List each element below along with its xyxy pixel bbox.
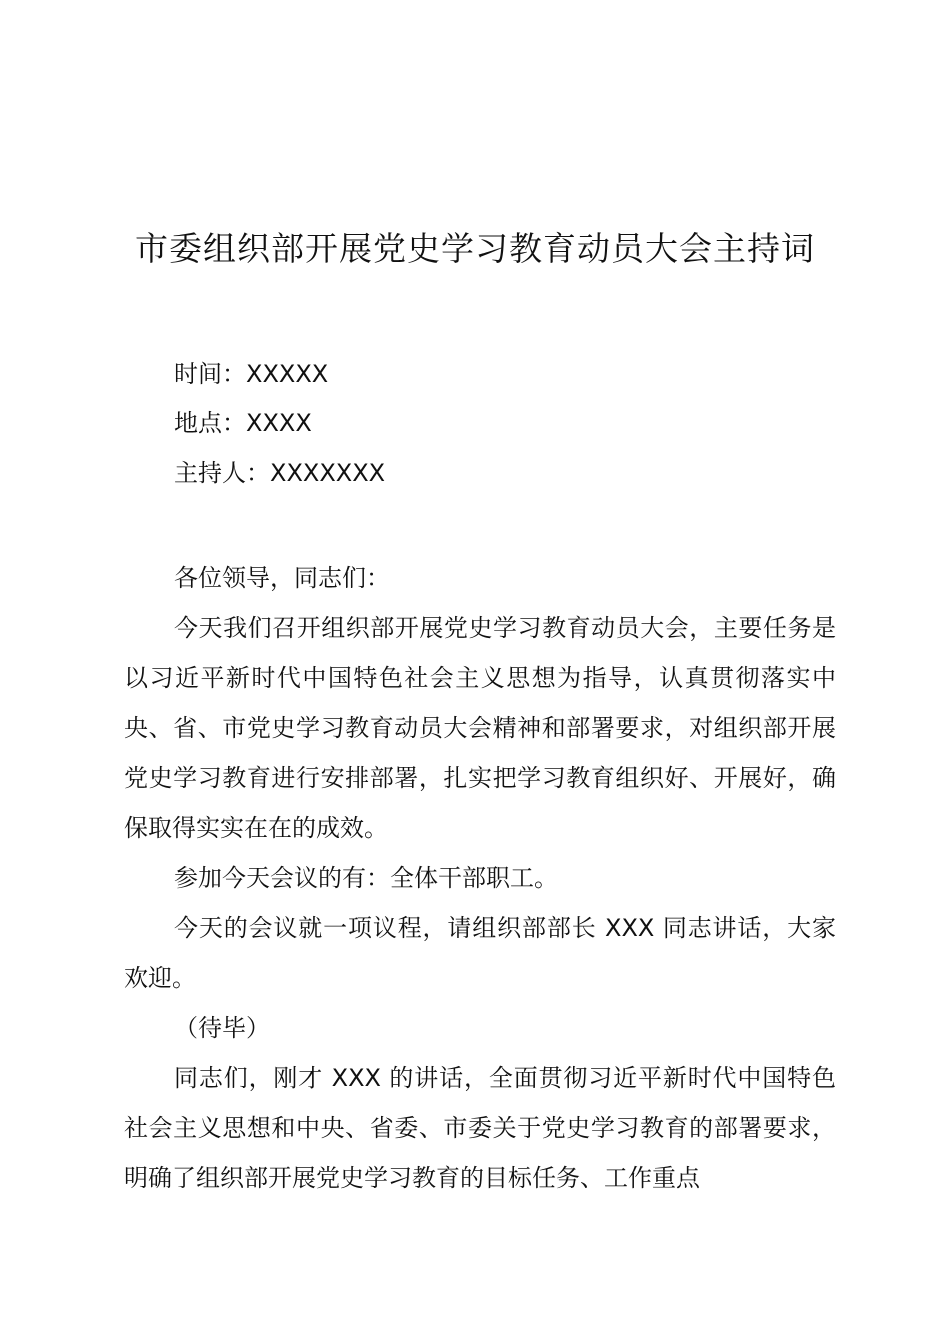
meeting-time: 时间：XXXXX — [174, 360, 329, 388]
body-paragraph: 今天我们召开组织部开展党史学习教育动员大会，主要任务是以习近平新时代中国特色社会主义思想为指导，认真贯彻落实中央、省、市党史学习教育动员大会精神和部署要求，对组织部开展党史学习教育进行安排部署，扎实把学习教育组织好、开展好，确保取得实实在在的成效。 — [124, 614, 836, 842]
body-paragraph: 同志们，刚才 XXX 的讲话，全面贯彻习近平新时代中国特色社会主义思想和中央、省委、市委关于党史学习教育的部署要求，明确了组织部开展党史学习教育的目标任务、工作重点 — [124, 1064, 836, 1192]
greeting-paragraph: 各位领导，同志们： — [174, 564, 390, 592]
document-title: 市委组织部开展党史学习教育动员大会主持词 — [135, 229, 815, 268]
body-paragraph: 今天的会议就一项议程，请组织部部长 XXX 同志讲话，大家欢迎。 — [124, 914, 836, 992]
meeting-host: 主持人：XXXXXXX — [174, 459, 386, 487]
stage-direction: （待毕） — [174, 1014, 270, 1042]
body-paragraph: 参加今天会议的有：全体干部职工。 — [174, 864, 558, 892]
document-body — [124, 553, 836, 1203]
meeting-place: 地点：XXXX — [174, 409, 312, 437]
